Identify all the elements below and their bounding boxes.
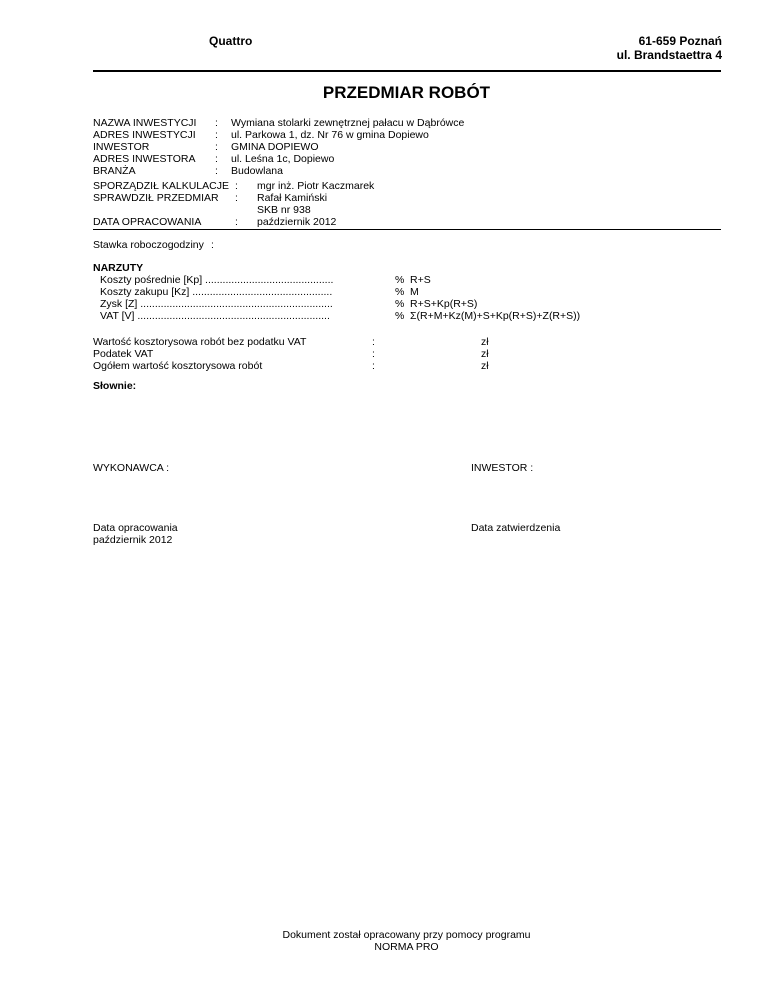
percent-sign: %: [395, 286, 405, 298]
net-value-label: Wartość kosztorysowa robót bez podatku VAT: [93, 336, 307, 348]
checked-by-value: Rafał Kamiński: [257, 192, 328, 204]
percent-sign: %: [395, 310, 405, 322]
investment-label: NAZWA INWESTYCJI: [93, 117, 197, 129]
investment-labels: [93, 117, 196, 177]
license-number-value: SKB nr 938: [257, 204, 311, 216]
separator: :: [372, 348, 375, 360]
date-prepared-label: Data opracowania: [93, 522, 178, 534]
profit-label: Zysk [Z] ..................................................................: [100, 298, 333, 310]
currency-unit: zł: [481, 360, 489, 372]
checked-by-label: SPRAWDZIŁ PRZEDMIAR: [93, 192, 219, 204]
separator: :: [235, 192, 238, 204]
totals-separators: [372, 336, 375, 372]
separator: :: [215, 141, 218, 153]
surcharge-formulas: [410, 274, 580, 322]
labor-rate-label: Stawka roboczogodziny: [93, 239, 204, 251]
vat-tax-label: Podatek VAT: [93, 348, 154, 360]
footer-note-line2: NORMA PRO: [374, 941, 439, 953]
section-divider: [93, 229, 721, 230]
preparation-date-label: DATA OPRACOWANIA: [93, 216, 202, 228]
investor-signature-label: INWESTOR :: [471, 462, 534, 474]
separator: :: [215, 117, 218, 129]
separator: [235, 204, 238, 216]
date-approved-label: Data zatwierdzenia: [471, 522, 561, 534]
investment-name-value: Wymiana stolarki zewnętrznej pałacu w Dąbrówce: [231, 117, 465, 129]
preparation-label-empty: [93, 204, 229, 216]
indirect-costs-label: Koszty pośrednie [Kp] ............................................: [100, 274, 334, 286]
preparation-values: [257, 180, 374, 228]
investor-value: GMINA DOPIEWO: [231, 141, 319, 153]
preparation-separators: [235, 180, 238, 228]
company-address-line2: ul. Brandstaettra 4: [616, 48, 722, 62]
separator: :: [372, 336, 375, 348]
percent-sign: %: [395, 298, 405, 310]
total-value-label: Ogółem wartość kosztorysowa robót: [93, 360, 263, 372]
investment-address-value: ul. Parkowa 1, dz. Nr 76 w gmina Dopiewo: [231, 129, 429, 141]
profit-formula: R+S+Kp(R+S): [410, 298, 478, 310]
purchase-costs-label: Koszty zakupu [Kz] ................................................: [100, 286, 333, 298]
currency-unit: zł: [481, 336, 489, 348]
prepared-by-label: SPORZĄDZIŁ KALKULACJE: [93, 180, 229, 192]
surcharge-units: [395, 274, 404, 322]
totals-labels: [93, 336, 306, 372]
investment-label: INWESTOR: [93, 141, 150, 153]
separator: :: [215, 153, 218, 165]
investment-label: ADRES INWESTORA: [93, 153, 196, 165]
company-address-line1: 61-659 Poznań: [638, 34, 722, 48]
vat-label: VAT [V] ..................................................................: [100, 310, 330, 322]
separator: :: [215, 129, 218, 141]
investment-separators: [215, 117, 218, 177]
labor-rate-separator: :: [211, 239, 214, 251]
prepared-by-value: mgr inż. Piotr Kaczmarek: [257, 180, 375, 192]
page-title: PRZEDMIAR ROBÓT: [322, 83, 491, 102]
surcharges-title: NARZUTY: [93, 262, 144, 274]
totals-units: [481, 336, 489, 372]
amount-in-words-label: Słownie:: [93, 380, 137, 392]
separator: :: [372, 360, 375, 372]
indirect-costs-formula: R+S: [410, 274, 431, 286]
preparation-labels: [93, 180, 229, 228]
footer-note-line1: Dokument został opracowany przy pomocy programu: [282, 929, 531, 941]
date-prepared-value: październik 2012: [93, 534, 173, 546]
vat-formula: Σ(R+M+Kz(M)+S+Kp(R+S)+Z(R+S)): [410, 310, 581, 322]
percent-sign: %: [395, 274, 405, 286]
header-divider: [93, 70, 721, 72]
investment-values: [231, 117, 464, 177]
separator: :: [235, 216, 238, 228]
currency-unit: zł: [481, 348, 489, 360]
contractor-label: WYKONAWCA :: [93, 462, 170, 474]
investor-address-value: ul. Leśna 1c, Dopiewo: [231, 153, 335, 165]
investment-label: ADRES INWESTYCJI: [93, 129, 196, 141]
surcharge-labels: [100, 274, 333, 322]
preparation-date-value: październik 2012: [257, 216, 337, 228]
separator: :: [215, 165, 218, 177]
purchase-costs-formula: M: [410, 286, 419, 298]
investment-label: BRANŻA: [93, 165, 136, 177]
company-name: Quattro: [209, 34, 253, 48]
separator: :: [235, 180, 238, 192]
branch-value: Budowlana: [231, 165, 283, 177]
